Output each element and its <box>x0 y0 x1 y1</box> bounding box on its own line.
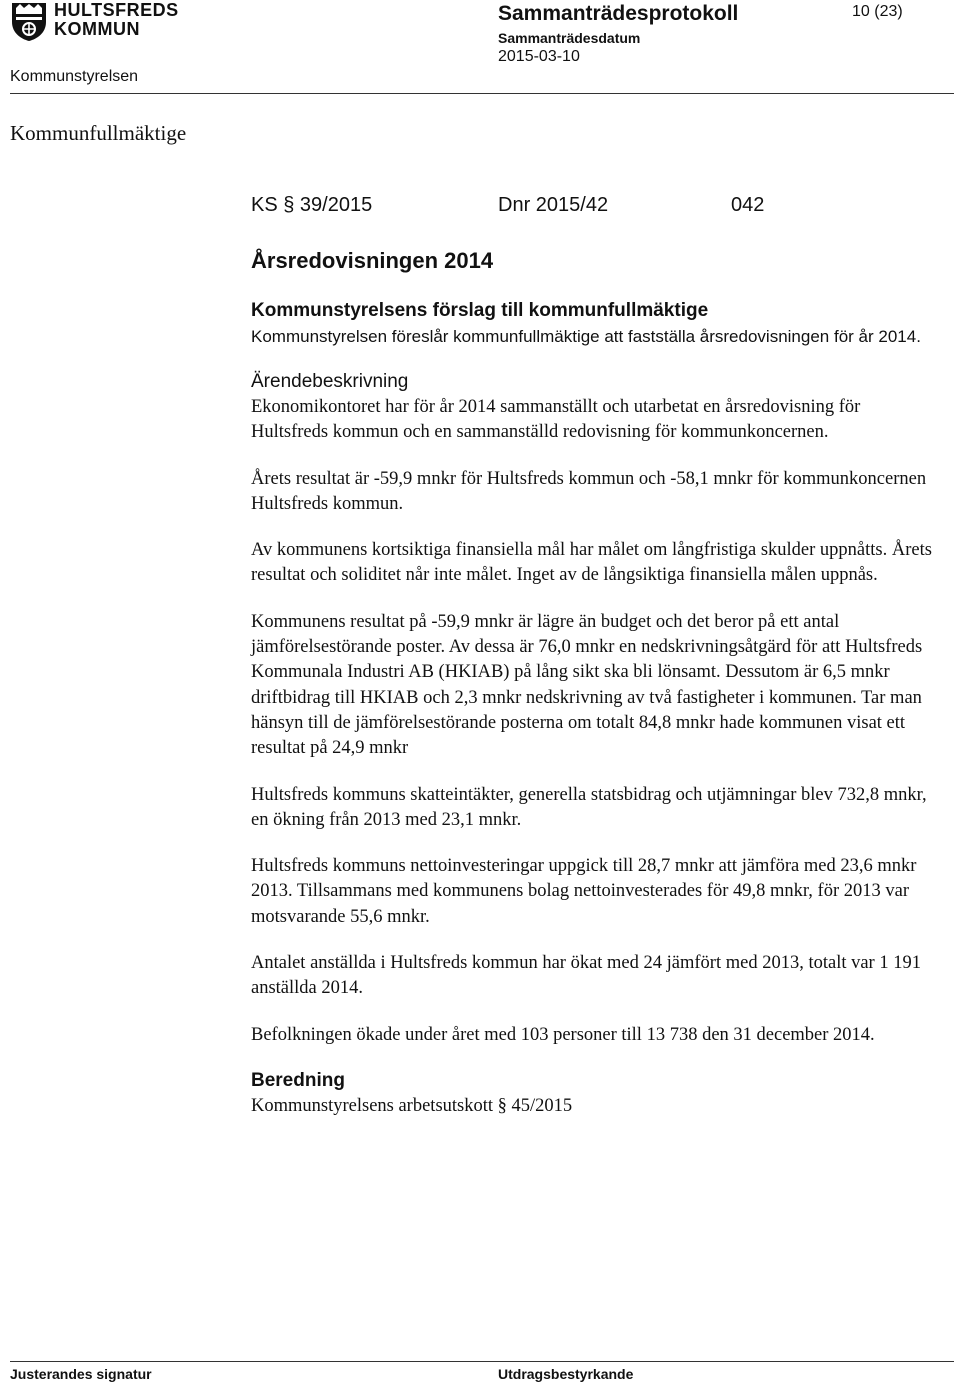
municipality-logo <box>10 2 180 42</box>
description-paragraph: Hultsfreds kommuns skatteintäkter, generella statsbidrag och utjämningar blev 732,8 mnkr, en ökning från 2013 med 23,1 mnkr. <box>251 784 927 830</box>
coat-of-arms-icon <box>10 2 48 42</box>
signature-label: Justerandes signatur <box>10 1366 152 1382</box>
description-paragraph: Kommunens resultat på -59,9 mnkr är lägre än budget och det beror på ett antal jämförelsestörande poster. Av dessa är 76,0 mnkr en nedskrivningsåtgärd för att Hultsfreds Kommunala Industri AB (HKIAB) på lång sikt ska bli lönsamt. Dessutom är 6,5 mnkr driftbidrag till HKIAB och 2,3 mnkr nedskrivning av två fastigheter i kommunen. Tar man hänsyn till de jämförelsestörande posterna om totalt 84,8 mnkr hade kommunen visat ett resultat på 24,9 mnkr <box>251 611 923 759</box>
description-paragraph: Årets resultat är -59,9 mnkr för Hultsfreds kommun och -58,1 mnkr för kommunkoncernen Hultsfreds kommun. <box>251 468 927 514</box>
case-reference-line <box>251 194 941 222</box>
organization-name: Kommunstyrelsen <box>10 68 139 85</box>
footer-divider <box>10 1361 954 1362</box>
dnr-reference: Dnr 2015/42 <box>498 194 609 216</box>
date-label: Sammanträdesdatum <box>498 30 641 46</box>
date-value: 2015-03-10 <box>498 48 580 65</box>
page-number: 10 (23) <box>852 3 903 20</box>
description-paragraph: Antalet anställda i Hultsfreds kommun har ökat med 24 jämfört med 2013, totalt var 1 191 anställda 2014. <box>251 953 921 999</box>
description-heading: Ärendebeskrivning <box>251 371 409 392</box>
case-code: 042 <box>731 194 765 216</box>
proposal-text: Kommunstyrelsen föreslår kommunfullmäktige att fastställa årsredovisningen för år 2014. <box>251 327 921 346</box>
description-paragraph: Hultsfreds kommuns nettoinvesteringar uppgick till 28,7 mnkr att jämföra med 23,6 mnkr 2013. Tillsammans med kommunens bolag nettoinvesterades för 49,8 mnkr, för 2013 var motsvarande 55,6 mnkr. <box>251 856 917 927</box>
extract-verification-label: Utdragsbestyrkande <box>498 1366 634 1382</box>
description-paragraph: Ekonomikontoret har för år 2014 sammanställt och utarbetat en årsredovisning för Hultsfreds kommun och en sammanställd redovisning för kommunkoncernen. <box>251 397 861 443</box>
header-divider <box>10 93 954 94</box>
recipient: Kommunfullmäktige <box>10 121 187 145</box>
description-paragraph: Befolkningen ökade under året med 103 personer till 13 738 den 31 december 2014. <box>251 1024 875 1045</box>
logo-line-2: KOMMUN <box>54 19 140 39</box>
ks-reference: KS § 39/2015 <box>251 194 373 216</box>
preparation-text: Kommunstyrelsens arbetsutskott § 45/2015 <box>251 1095 573 1116</box>
document-title: Sammanträdesprotokoll <box>498 2 739 25</box>
logo-line-1: HULTSFREDS <box>54 0 179 20</box>
description-paragraph: Av kommunens kortsiktiga finansiella mål har målet om långfristiga skulder uppnåtts. Årets resultat och soliditet når inte målet. Inget av de långsiktiga finansiella målen uppnås. <box>251 540 932 586</box>
main-content <box>251 194 941 1119</box>
matter-title: Årsredovisningen 2014 <box>251 248 494 273</box>
proposal-heading: Kommunstyrelsens förslag till kommunfullmäktige <box>251 300 709 321</box>
preparation-heading: Beredning <box>251 1069 345 1091</box>
